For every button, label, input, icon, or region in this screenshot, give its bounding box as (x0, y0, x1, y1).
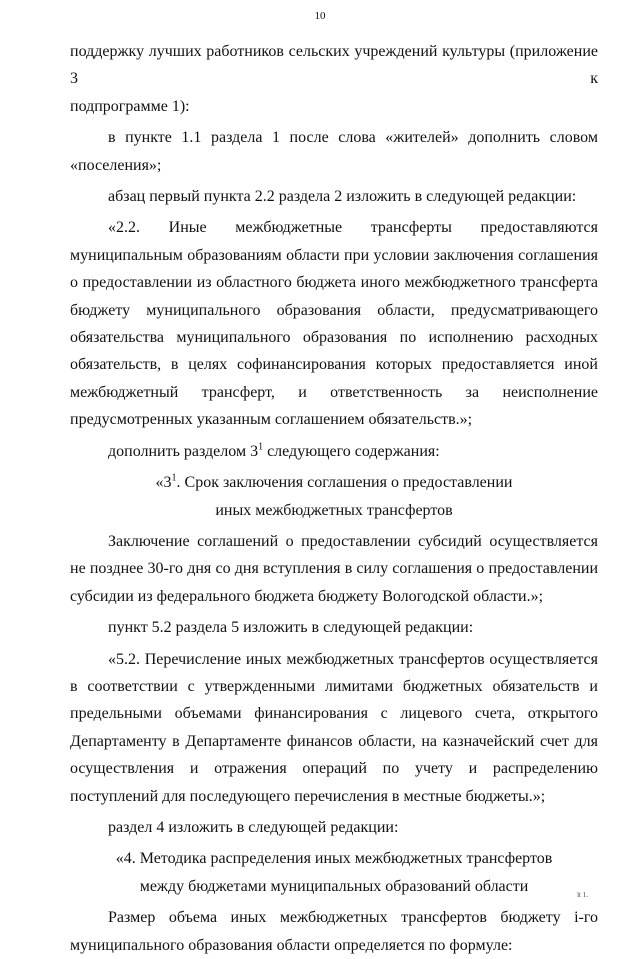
paragraph (70, 438, 598, 465)
section-heading: иных межбюджетных трансфертов (215, 501, 453, 519)
heading-text: «3 (155, 474, 172, 492)
paragraph-text: следующего содержания: (263, 442, 440, 460)
heading-text: . Срок заключения соглашения о предоставлении (176, 474, 513, 492)
paragraph: Заключение соглашений о предоставлении субсидий осуществляется не позднее 30-го дня со дня вступления в силу соглашения о предоставлении субсидии из федерального бюджета бюджету Вологодской области.»; (70, 532, 598, 605)
document-body (70, 38, 598, 959)
footer-mark: lt 1. (577, 891, 588, 899)
paragraph: раздел 4 изложить в следующей редакции: (108, 818, 399, 836)
paragraph-line: подпрограмме 1): (70, 97, 190, 115)
paragraph-line: в пункте 1.1 раздела 1 после слова «жителей» дополнить словом (108, 129, 598, 147)
superscript: 1 (258, 441, 264, 453)
paragraph-line: «поселения»; (70, 156, 162, 174)
section-heading (70, 469, 598, 496)
paragraph: пункт 5.2 раздела 5 изложить в следующей редакции: (108, 619, 474, 637)
paragraph: «2.2. Иные межбюджетные трансферты предоставляются муниципальным образованиям области при условии заключения соглашения о предоставлении из областного бюджета иного межбюджетного трансферта бюджету муниципального образования области, предусматривающего обязательства муниципального образования по исполнению расходных обязательств, в целях софинансирования которых предоставляется иной межбюджетный трансферт, и ответственность за неисполнение предусмотренных указанным соглашением обязательств.»; (70, 219, 598, 429)
paragraph: Размер объема иных межбюджетных трансфертов бюджету i-го муниципального образования области определяется по формуле: (70, 909, 598, 954)
page-number: 10 (314, 10, 326, 22)
paragraph-text: дополнить разделом 3 (108, 442, 259, 460)
superscript: 1 (171, 472, 177, 484)
section-heading: «4. Методика распределения иных межбюджетных трансфертов (115, 850, 553, 868)
paragraph: абзац первый пункта 2.2 раздела 2 изложить в следующей редакции: (108, 188, 577, 206)
paragraph: «5.2. Перечисление иных межбюджетных трансфертов осуществляется в соответствии с утвержденными лимитами бюджетных обязательств и предельными объемами финансирования с лицевого счета, открытого Департаменту в Департаменте финансов области, на казначейский счет для осуществления и отражения операций по учету и распределению поступлений для последующего перечисления в местные бюджеты.»; (70, 650, 598, 805)
paragraph-line: поддержку лучших работников сельских учреждений культуры (приложение 3 к (70, 43, 598, 88)
section-heading: между бюджетами муниципальных образований области (139, 877, 529, 895)
